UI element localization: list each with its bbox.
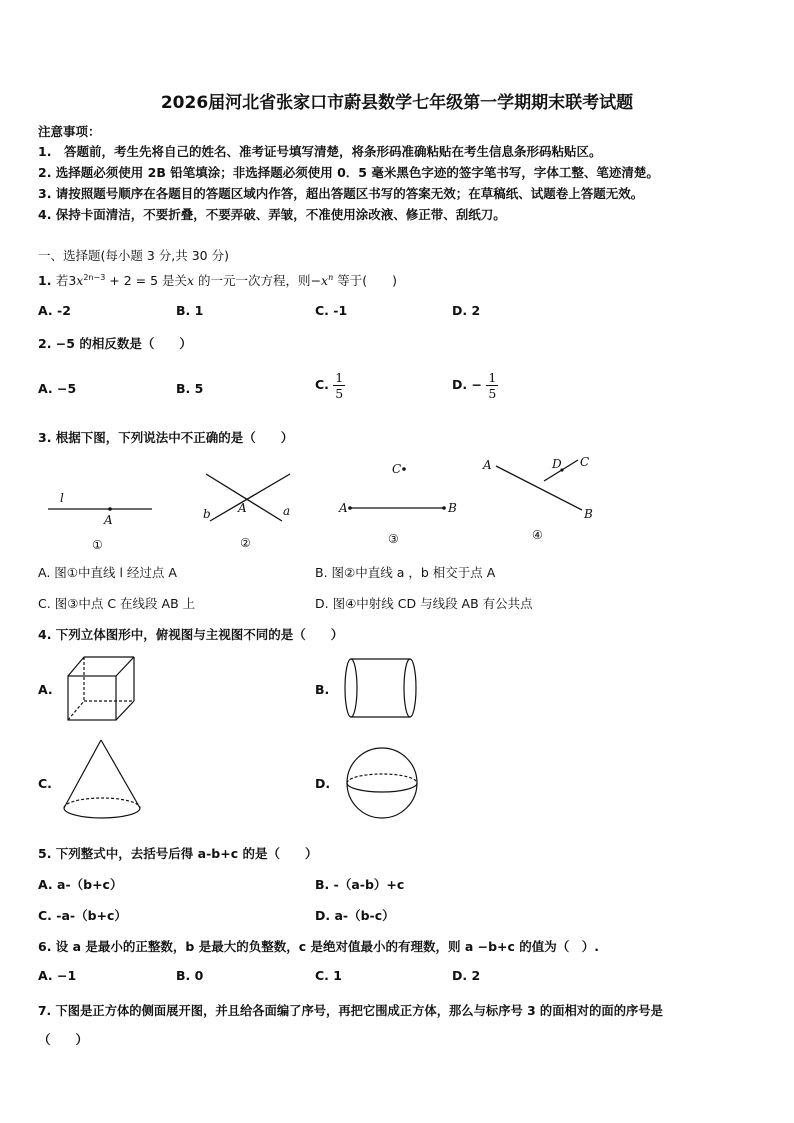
fig1-label-l: l (60, 491, 64, 505)
q4-cube (68, 657, 134, 720)
page-title: 2026届河北省张家口市蔚县数学七年级第一学期期末联考试题 (160, 93, 634, 113)
question-7: 7. 下图是正方体的侧面展开图，并且给各面编了序号，再把它围成正方体，那么与标序号 3 的面相对的面的序号是 (38, 1004, 663, 1018)
q1-option-b: B. 1 (176, 303, 204, 318)
notice-item-2: 2. 选择题必须使用 2B 铅笔填涂；非选择题必须使用 0．5 毫米黑色字迹的签字笔书写，字体工整、笔迹清楚。 (38, 165, 659, 180)
q1-option-d: D. 2 (452, 303, 481, 318)
q4-label-a: A. (38, 682, 53, 697)
question-5: 5. 下列整式中，去括号后得 a-b+c 的是（ ） (38, 846, 318, 861)
q5-option-a: A. a-（b+c） (38, 877, 123, 892)
q3-figure-3 (338, 462, 457, 546)
q3-option-b: B. 图②中直线 a ，b 相交于点 A (315, 565, 496, 580)
fig2-label-a-point: A (238, 501, 247, 515)
q1-option-c: C. -1 (315, 303, 348, 318)
fig2-label-a-line: a (283, 504, 291, 518)
fig3-number: ③ (388, 532, 399, 546)
q6-option-b: B. 0 (176, 968, 204, 983)
question-1: 1. 若$3x^{2n-3} + 2 = 5$ 是关x 的一元一次方程，则$-x^n$ 等于( ) (38, 272, 397, 288)
fig4-label-d: D (552, 457, 562, 471)
notice-item-3: 3. 请按照题号顺序在各题目的答题区域内作答，超出答题区书写的答案无效；在草稿纸、试题卷上答题无效。 (38, 186, 644, 201)
q2-option-d: D. − $\frac{1}{5}$ (452, 370, 497, 401)
q3-option-d: D. 图④中射线 CD 与线段 AB 有公共点 (315, 596, 533, 611)
fig2-number: ② (240, 536, 251, 550)
question-4: 4. 下列立体图形中，俯视图与主视图不同的是（ ） (38, 627, 344, 642)
fig1-number: ① (92, 538, 103, 552)
q6-option-d: D. 2 (452, 968, 481, 983)
fig4-number: ④ (532, 528, 543, 542)
fig2-label-b: b (203, 507, 211, 521)
fig3-label-c: C (392, 462, 402, 476)
q3-option-a: A. 图①中直线 l 经过点 A (38, 565, 177, 580)
q5-option-c: C. -a-（b+c） (38, 908, 127, 923)
q4-cone (64, 740, 140, 818)
q4-cylinder (345, 659, 416, 717)
fig4-label-a: A (483, 458, 492, 472)
q6-option-c: C. 1 (315, 968, 342, 983)
q2-option-a: A. −5 (38, 381, 77, 396)
question-3: 3. 根据下图，下列说法中不正确的是（ ） (38, 430, 294, 445)
q3-option-c: C. 图③中点 C 在线段 AB 上 (38, 596, 196, 611)
q1-option-a: A. -2 (38, 303, 71, 318)
q2-option-c: C. $\frac{1}{5}$ (315, 370, 344, 401)
question-7-paren: （ ） (38, 1032, 89, 1047)
question-2: 2. −5 的相反数是（ ） (38, 336, 192, 351)
q2-option-b: B. 5 (176, 381, 204, 396)
q4-sphere (347, 748, 417, 818)
fig3-label-a: A (339, 501, 348, 515)
fig3-label-b: B (448, 501, 457, 515)
q4-label-b: B. (315, 682, 330, 697)
fig4-label-b: B (584, 507, 593, 521)
notice-heading: 注意事项： (38, 124, 101, 139)
q6-option-a: A. −1 (38, 968, 77, 983)
question-6: 6. 设 a 是最小的正整数，b 是最大的负整数，c 是绝对值最小的有理数，则 a −b+c 的值为（ ）. (38, 939, 600, 954)
q5-option-d: D. a-（b-c） (315, 908, 395, 923)
q3-figure-4 (482, 455, 593, 542)
notice-item-1: 1. 答题前，考生先将自己的姓名、准考证号填写清楚，将条形码准确粘贴在考生信息条形码粘贴区。 (38, 144, 602, 159)
q4-label-c: C. (38, 776, 52, 791)
q3-figure-1 (48, 491, 152, 552)
q4-label-d: D. (315, 776, 331, 791)
notice-item-4: 4. 保持卡面清洁，不要折叠，不要弄破、弄皱，不准使用涂改液、修正带、刮纸刀。 (38, 207, 506, 222)
fig1-label-a: A (104, 513, 113, 527)
q3-figure-2 (203, 474, 290, 550)
q5-option-b: B. -（a-b）+c (315, 877, 405, 892)
section-heading: 一、选择题(每小题 3 分,共 30 分) (38, 248, 229, 263)
fig4-label-c: C (580, 455, 590, 469)
